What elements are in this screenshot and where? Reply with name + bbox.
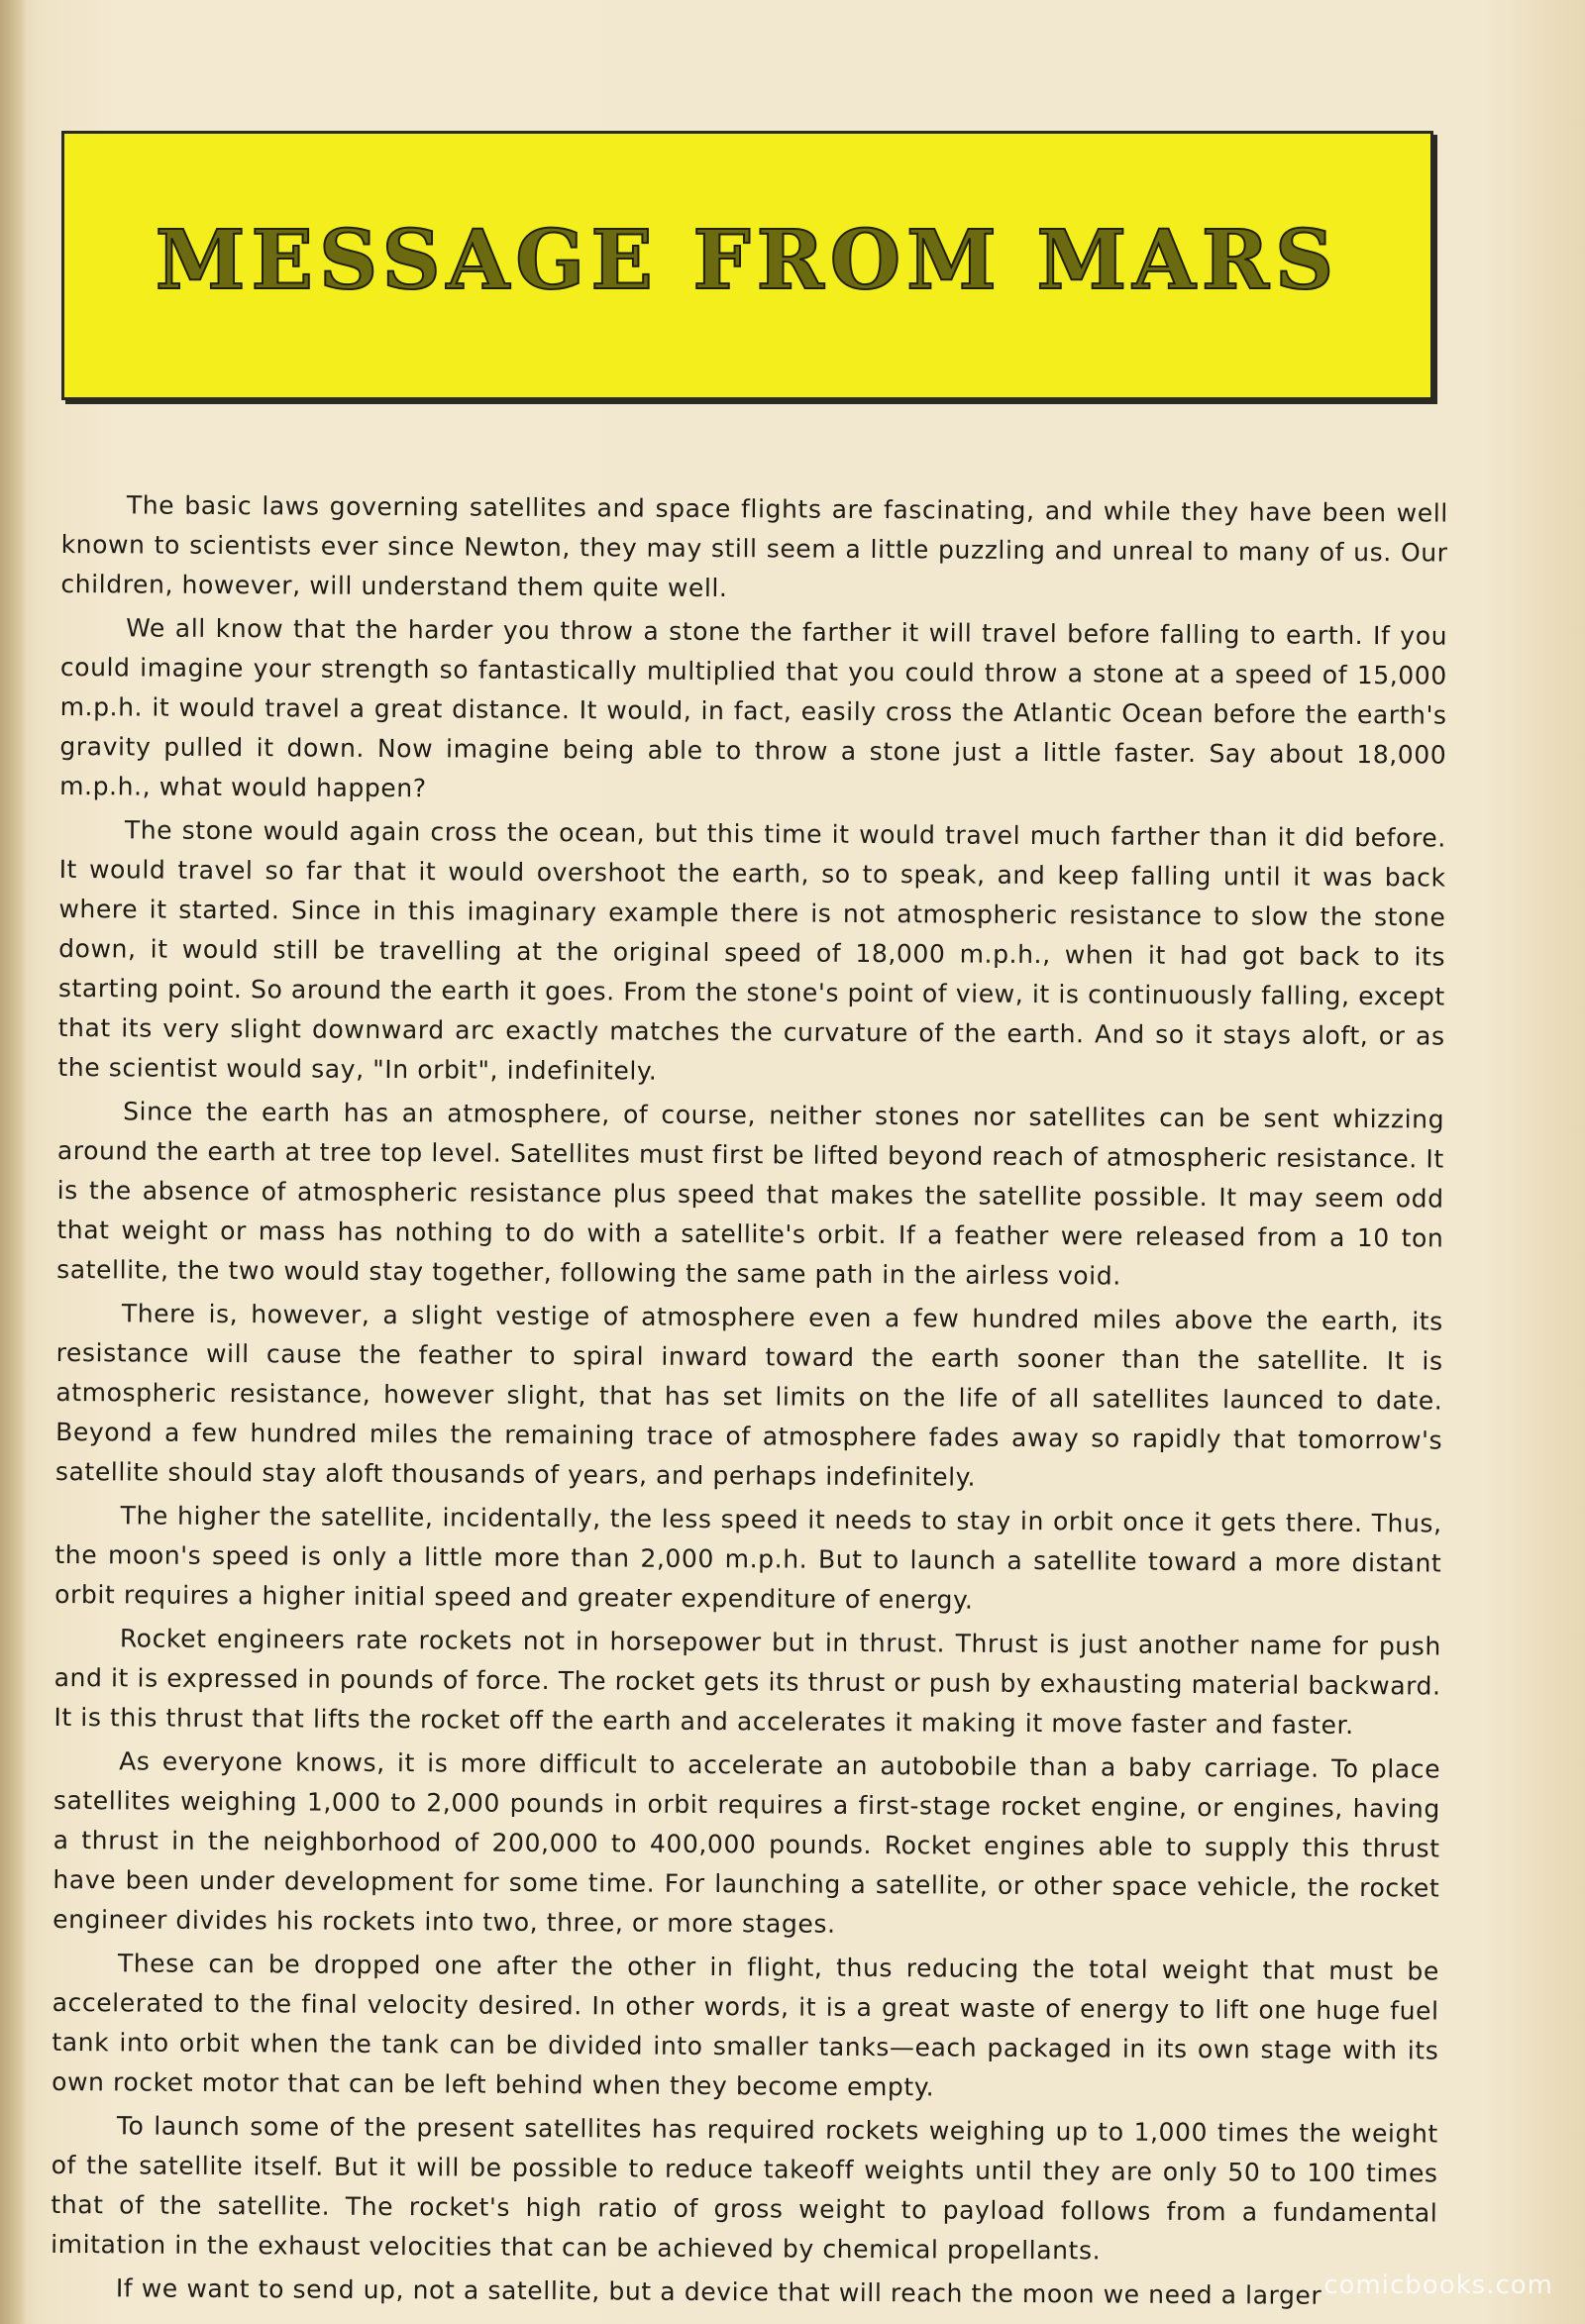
- article-body: [51, 485, 1448, 2321]
- article-paragraph: There is, however, a slight vestige of atmosphere even a few hundred miles above the earth, its resistance will cause the feather to spiral inward toward the earth sooner than the satellite. It is atmospheric resistance, however slight, that has set limits on the life of all satellites launced to date. Beyond a few hundred miles the remaining trace of atmosphere fades away so rapidly that tomorrow's satellite should stay aloft thousands of years, and perhaps indefinitely.: [54, 1299, 1443, 1492]
- article-paragraph: As everyone knows, it is more difficult to accelerate an autobobile than a baby carriage. To place satellites weighing 1,000 to 2,000 pounds in orbit requires a first-stage rocket engine, or engines, having a thrust in the neighborhood of 200,000 to 400,000 pounds. Rocket engines able to supply this thrust have been under development for some time. For launching a satellite, or other space vehicle, the rocket engineer divides his rockets into two, three, or more stages.: [53, 1746, 1441, 1939]
- article-paragraph: If we want to send up, not a satellite, but a device that will reach the moon we need a larger: [115, 2273, 1322, 2310]
- site-watermark: comicbooks.com: [1323, 2271, 1553, 2300]
- title-banner: [61, 131, 1433, 400]
- article-paragraph: The higher the satellite, incidentally, the less speed it needs to stay in orbit once it gets there. Thus, the moon's speed is only a little more than 2,000 m.p.h. But to launch a satellite toward a more distant orbit requires a higher initial speed and greater expenditure of energy.: [54, 1501, 1442, 1615]
- article-paragraph: The stone would again cross the ocean, but this time it would travel much farther than it did before. It would travel so far that it would overshoot the earth, so to speak, and keep falling until it was back where it started. Since in this imaginary example there is not atmospheric resistance to slow the stone down, it would still be travelling at the original speed of 18,000 m.p.h., when it had got back to its starting point. So around the earth it goes. From the stone's point of view, it is continuously falling, except that its very slight downward arc exactly matches the curvature of the earth. And so it stays aloft, or as the scientist would say, "In orbit", indefinitely.: [57, 815, 1446, 1086]
- article-paragraph: We all know that the harder you throw a stone the farther it will travel before falling to earth. If you could imagine your strength so fantastically multiplied that you could throw a stone at a speed of 15,000 m.p.h. it would travel a great distance. It would, in fact, easily cross the Atlantic Ocean before the earth's gravity pulled it down. Now imagine being able to throw a stone just a little faster. Say about 18,000 m.p.h., what would happen?: [59, 613, 1448, 803]
- page-title: MESSAGE FROM MARS: [155, 213, 1340, 308]
- article-paragraph: The basic laws governing satellites and space flights are fascinating, and while they have been well known to scientists ever since Newton, they may still seem a little puzzling and unreal to many of us. Our children, however, will understand them quite well.: [60, 490, 1448, 603]
- article-paragraph: Rocket engineers rate rockets not in horsepower but in thrust. Thrust is just another name for push and it is expressed in pounds of force. The rocket gets its thrust or push by exhausting material backward. It is this thrust that lifts the rocket off the earth and accelerates it making it move faster and faster.: [53, 1624, 1441, 1740]
- article-paragraph: These can be dropped one after the other in flight, thus reducing the total weight that must be accelerated to the final velocity desired. In other words, it is a great waste of energy to lift one huge fuel tank into orbit when the tank can be divided into smaller tanks—each packaged in its own stage with its own rocket motor that can be left behind when they become empty.: [52, 1949, 1439, 2102]
- article-paragraph: Since the earth has an atmosphere, of course, neither stones nor satellites can be sent whizzing around the earth at tree top level. Satellites must first be lifted beyond reach of atmospheric resistance. It is the absence of atmospheric resistance plus speed that makes the satellite possible. It may seem odd that weight or mass has nothing to do with a satellite's orbit. If a feather were released from a 10 ton satellite, the two would stay together, following the same path in the airless void.: [56, 1097, 1445, 1291]
- page-binding-edge: [0, 0, 26, 2324]
- article-paragraph: To launch some of the present satellites has required rockets weighing up to 1,000 times the weight of the satellite itself. But it will be possible to reduce takeoff weights until they are only 50 to 100 times that of the satellite. The rocket's high ratio of gross weight to payload follows from a fundamental imitation in the exhaust velocities that can be achieved by chemical propellants.: [51, 2111, 1438, 2266]
